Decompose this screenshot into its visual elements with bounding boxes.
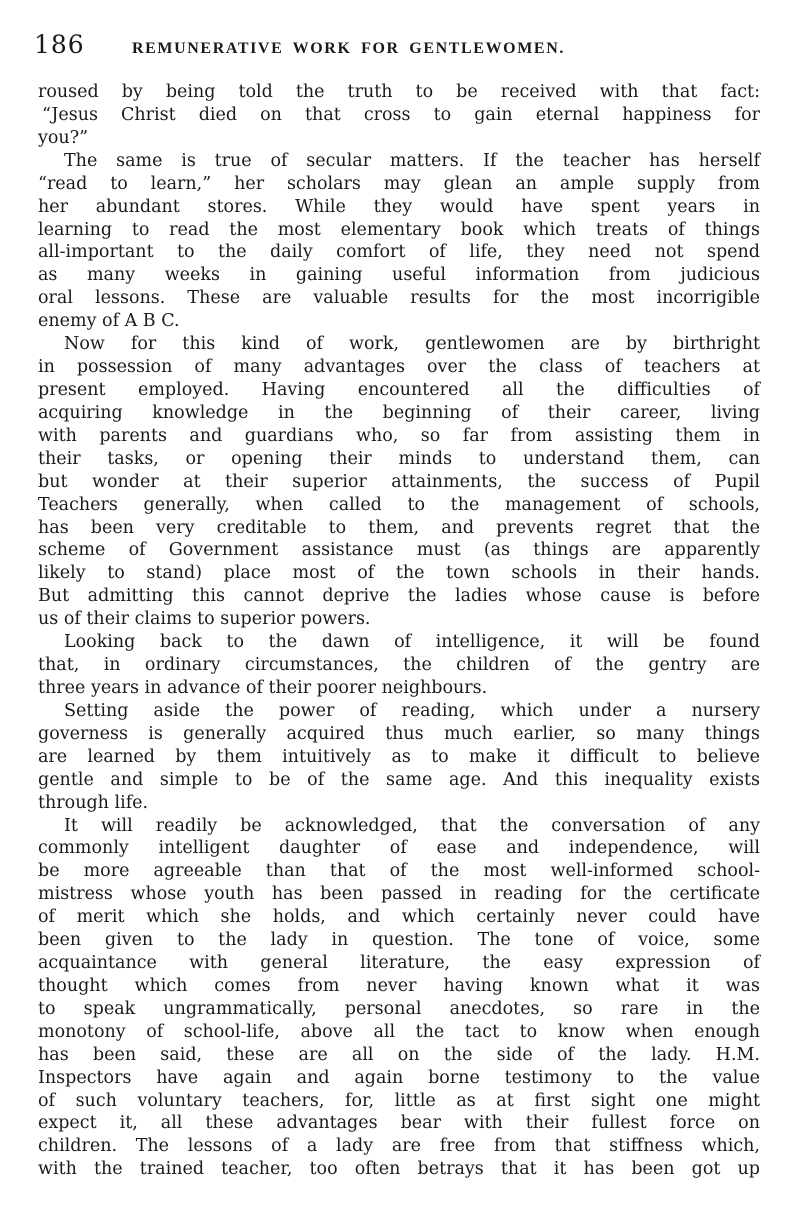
paragraph — [38, 815, 760, 1182]
text-line: Setting aside the power of reading, which under a nursery — [64, 700, 760, 721]
text-line: of such voluntary teachers, for, little as at first sight one might — [38, 1090, 760, 1111]
paragraph — [38, 333, 760, 631]
text-line: learning to read the most elementary book which treats of things — [38, 219, 760, 240]
text-line: acquiring knowledge in the beginning of their career, living — [38, 402, 760, 423]
text-line: thought which comes from never having known what it was — [38, 975, 760, 996]
text-line: It will readily be acknowledged, that the conversation of any — [64, 815, 760, 836]
text-line: her abundant stores. While they would have spent years in — [38, 196, 760, 217]
text-line: scheme of Government assistance must (as things are apparently — [38, 540, 760, 561]
page-number: 186 — [34, 30, 85, 59]
text-line: Inspectors have again and again borne testimony to the value — [38, 1067, 760, 1088]
text-line: But admitting this cannot deprive the ladies whose cause is before — [38, 586, 760, 607]
text-line: of merit which she holds, and which certainly never could have — [38, 907, 760, 928]
text-line: that, in ordinary circumstances, the children of the gentry are — [38, 655, 760, 676]
text-line: mistress whose youth has been passed in reading for the certificate — [38, 884, 760, 905]
text-line: acquaintance with general literature, the easy expression of — [38, 953, 760, 974]
text-line: are learned by them intuitively as to make it difficult to believe — [38, 746, 760, 767]
text-line: “Jesus Christ died on that cross to gain eternal happiness for — [42, 104, 760, 125]
text-line: but wonder at their superior attainments, the success of Pupil — [38, 471, 760, 492]
text-line: expect it, all these advantages bear with their fullest force on — [38, 1113, 760, 1134]
text-line: all-important to the daily comfort of life, they need not spend — [38, 242, 760, 263]
text-line: monotony of school-life, above all the tact to know when enough — [38, 1021, 760, 1042]
text-line: Looking back to the dawn of intelligence, it will be found — [64, 632, 760, 653]
paragraph — [38, 631, 760, 700]
text-line: commonly intelligent daughter of ease and independence, will — [38, 838, 760, 859]
text-line: oral lessons. These are valuable results for the most incorrigible — [38, 288, 760, 309]
text-line: The same is true of secular matters. If the teacher has herself — [64, 150, 760, 171]
text-line: has been very creditable to them, and prevents regret that the — [38, 517, 760, 538]
text-line: roused by being told the truth to be received with that fact: — [38, 82, 760, 102]
text-line: Teachers generally, when called to the management of schools, — [38, 494, 760, 515]
text-line: their tasks, or opening their minds to understand them, can — [38, 448, 760, 469]
text-line: us of their claims to superior powers. — [38, 609, 371, 630]
text-line: present employed. Having encountered all the difficulties of — [38, 379, 760, 400]
text-line: three years in advance of their poorer neighbours. — [38, 677, 488, 698]
text-line: Now for this kind of work, gentlewomen are by birthright — [64, 334, 760, 355]
text-line: “read to learn,” her scholars may glean an ample supply from — [38, 173, 760, 194]
running-title: REMUNERATIVE WORK FOR GENTLEWOMEN. — [132, 40, 565, 57]
book-page — [34, 30, 760, 1181]
text-line: gentle and simple to be of the same age. And this inequality exists — [38, 769, 760, 790]
text-line: likely to stand) place most of the town schools in their hands. — [38, 563, 760, 584]
text-line: be more agreeable than that of the most well-informed school- — [38, 861, 760, 882]
text-line: to speak ungrammatically, personal anecdotes, so rare in the — [38, 998, 760, 1019]
paragraph — [38, 700, 760, 815]
paragraph — [38, 150, 760, 333]
text-line: you?” — [38, 127, 89, 148]
text-line: as many weeks in gaining useful information from judicious — [38, 265, 760, 286]
text-line: in possession of many advantages over the class of teachers at — [38, 357, 760, 378]
text-line: with the trained teacher, too often betrays that it has been got up — [38, 1159, 760, 1180]
paragraph — [38, 81, 760, 150]
body-text — [38, 81, 760, 1181]
text-line: children. The lessons of a lady are free from that stiffness which, — [38, 1136, 760, 1157]
text-line: through life. — [38, 792, 149, 813]
text-line: enemy of A B C. — [38, 311, 180, 332]
text-line: has been said, these are all on the side of the lady. H.M. — [38, 1044, 760, 1065]
text-line: been given to the lady in question. The tone of voice, some — [38, 930, 760, 951]
text-line: with parents and guardians who, so far from assisting them in — [38, 425, 760, 446]
text-line: governess is generally acquired thus much earlier, so many things — [38, 723, 760, 744]
running-head — [34, 30, 760, 72]
